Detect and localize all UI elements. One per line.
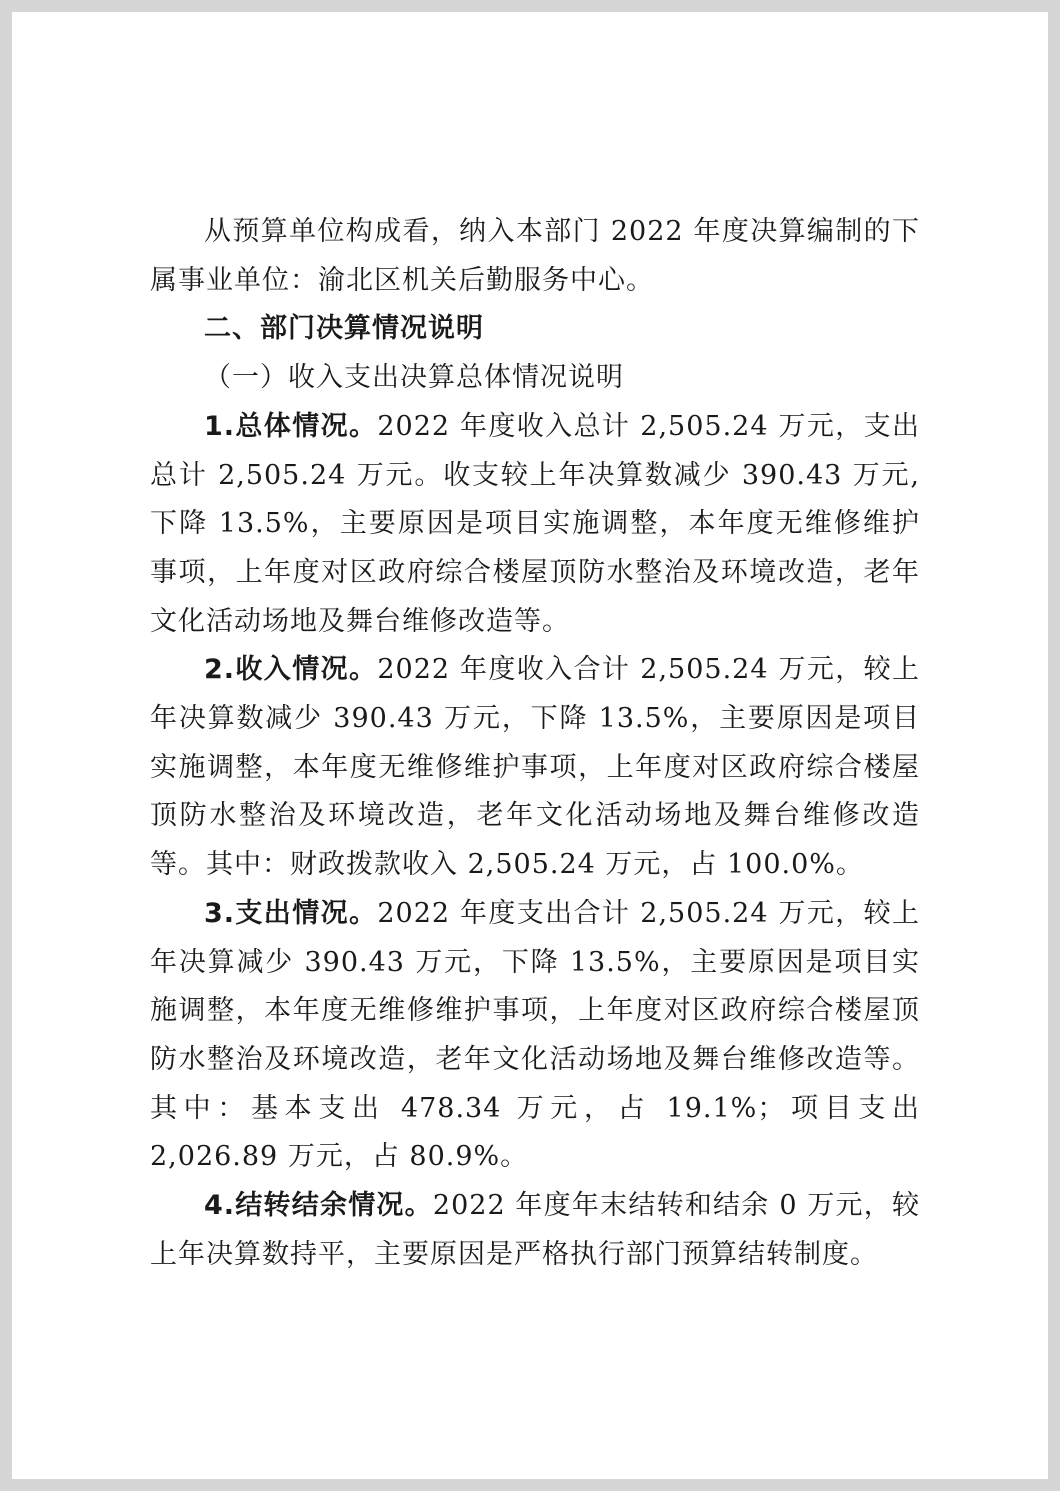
income-text: 2022 年度收入合计 2,505.24 万元，较上年决算数减少 390.43 万元，下降 13.5%，主要原因是项目实施调整，本年度无维修维护事项，上年度对区政府综合楼屋顶防水整治及环境改造，老年文化活动场地及舞台维修改造等。其中：财政拨款收入 2,505.24 万元，占 100.0%。 <box>150 654 920 881</box>
section-heading: 二、部门决算情况说明 <box>204 313 484 345</box>
carryover-text: 2022 年度年末结转和结余 0 万元，较上年决算数持平，主要原因是严格执行部门预算结转制度。 <box>150 1190 921 1270</box>
document-page <box>12 12 1048 1479</box>
intro-paragraph: 从预算单位构成看，纳入本部门 2022 年度决算编制的下属事业单位：渝北区机关后勤服务中心。 <box>150 216 920 296</box>
document-body <box>150 208 920 1279</box>
subsection-heading: （一）收入支出决算总体情况说明 <box>204 362 624 394</box>
overall-paragraph <box>150 403 920 647</box>
expenditure-text: 2022 年度支出合计 2,505.24 万元，较上年决算减少 390.43 万元，下降 13.5%，主要原因是项目实施调整，本年度无维修维护事项，上年度对区政府综合楼屋顶防水整治及环境改造，老年文化活动场地及舞台维修改造等。其中：基本支出 478.34 万元，占 19.1%；项目支出 2,026.89 万元，占 80.9%。 <box>150 897 920 1173</box>
overall-text: 2022 年度收入总计 2,505.24 万元，支出总计 2,505.24 万元。收支较上年决算数减少 390.43 万元,下降 13.5%，主要原因是项目实施调整，本年度无维修维护事项，上年度对区政府综合楼屋顶防水整治及环境改造，老年文化活动场地及舞台维修改造等。 <box>150 410 920 637</box>
income-paragraph <box>150 646 920 890</box>
expenditure-paragraph <box>150 890 920 1182</box>
expenditure-lead: 3.支出情况。 <box>204 897 378 929</box>
carryover-lead: 4.结转结余情况。 <box>204 1190 433 1222</box>
income-lead: 2.收入情况。 <box>204 654 378 686</box>
overall-lead: 1.总体情况。 <box>204 410 378 442</box>
carryover-paragraph <box>150 1182 920 1279</box>
